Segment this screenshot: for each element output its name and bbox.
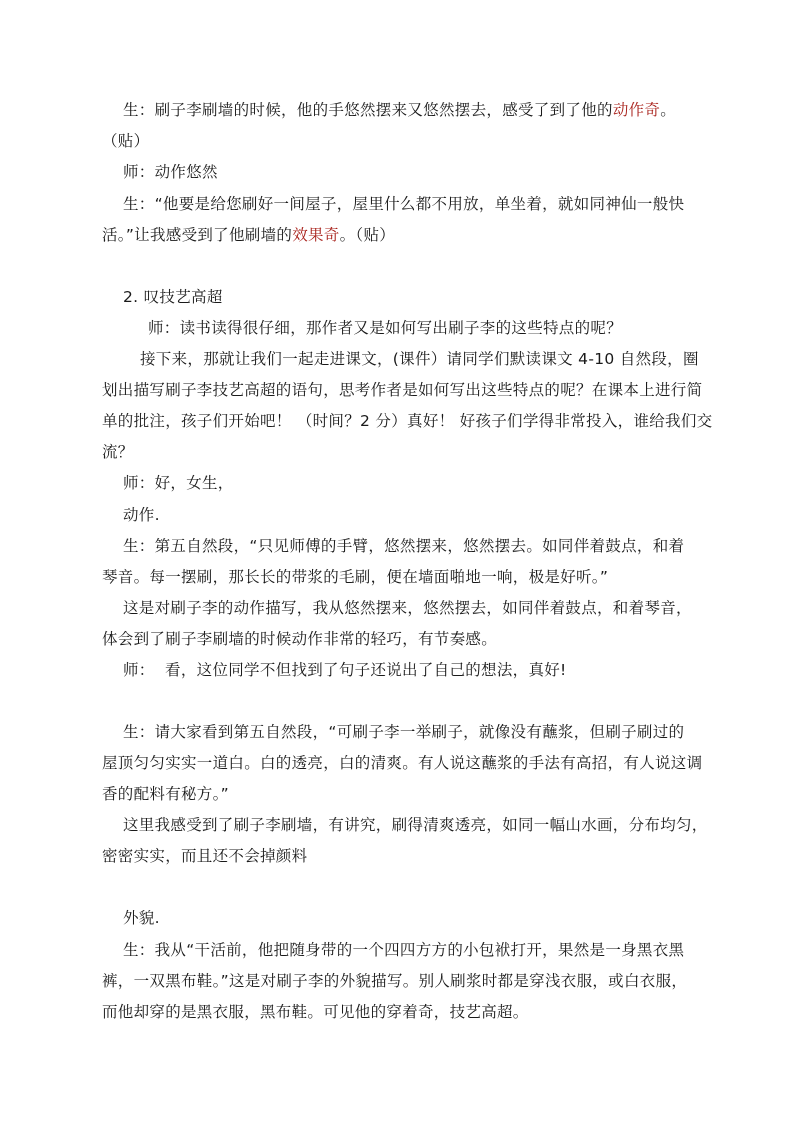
text-segment: 香的配料有秘方。” (102, 785, 229, 803)
text-segment: 生：“他要是给您刷好一间屋子，屋里什么都不用放，单坐着，就如同神仙一般快 (123, 195, 685, 213)
text-segment: 外貌. (123, 909, 160, 927)
text-line (102, 628, 497, 650)
text-segment: （贴） (102, 132, 150, 150)
text-line (123, 939, 684, 961)
text-segment: 师：读书读得很仔细，那作者又是如何写出刷子李的这些特点的呢？ (148, 319, 623, 337)
text-segment: 。（贴） (339, 226, 396, 244)
text-segment: 师：好，女生， (123, 474, 234, 492)
text-line (102, 566, 608, 588)
text-segment: 。 (660, 101, 677, 119)
text-line (123, 721, 684, 743)
text-segment: 2. 叹技艺高超 (123, 288, 223, 306)
text-line (123, 504, 160, 526)
text-segment: 生：我从“干活前，他把随身带的一个四四方方的小包袱打开，果然是一身黑衣黑 (123, 941, 685, 959)
text-line (123, 535, 684, 557)
text-line (102, 441, 134, 463)
text-line (102, 410, 712, 432)
text-line (102, 130, 149, 152)
text-line (123, 161, 218, 183)
text-segment: 动作. (123, 506, 160, 524)
text-line (102, 970, 687, 992)
text-line (123, 659, 567, 681)
text-segment: 流？ (102, 443, 134, 461)
text-line (102, 379, 702, 401)
text-line (123, 472, 234, 494)
text-line (123, 907, 160, 929)
text-line (102, 1001, 529, 1023)
text-segment: 裤，一双黑布鞋。”这是对刷子李的外貌描写。别人刷浆时都是穿浅衣服，或白衣服， (102, 972, 688, 990)
text-line (102, 845, 307, 867)
text-line (140, 348, 699, 370)
text-line (123, 814, 708, 836)
text-segment: 这是对刷子李的动作描写，我从悠然摆来，悠然摆去，如同伴着鼓点，和着琴音， (123, 599, 692, 617)
text-segment: 单的批注，孩子们开始吧！ （时间？2 分）真好！ 好孩子们学得非常投入，谁给我们交 (102, 412, 713, 430)
text-line (102, 783, 229, 805)
highlighted-phrase: 动作奇 (612, 101, 661, 119)
text-segment: 活。”让我感受到了他刷墙的 (102, 226, 293, 244)
text-line (123, 597, 692, 619)
text-segment: 琴音。每一摆刷，那长长的带浆的毛刷，便在墙面啪地一响，极是好听。” (102, 568, 609, 586)
text-segment: 划出描写刷子李技艺高超的语句，思考作者是如何写出这些特点的呢？在课本上进行简 (102, 381, 703, 399)
text-segment: 这里我感受到了刷子李刷墙，有讲究，刷得清爽透亮，如同一幅山水画，分布均匀， (123, 816, 708, 834)
text-line (148, 317, 622, 339)
text-segment: 密密实实，而且还不会掉颜料 (102, 847, 308, 865)
text-segment: 屋顶匀匀实实一道白。白的透亮，白的清爽。有人说这蘸浆的手法有高招，有人说这调 (102, 754, 703, 772)
text-segment: 生：第五自然段，“只见师傅的手臂，悠然摆来，悠然摆去。如同伴着鼓点，和着 (123, 537, 685, 555)
text-line (123, 99, 676, 121)
text-segment: 体会到了刷子李刷墙的时候动作非常的轻巧，有节奏感。 (102, 630, 498, 648)
text-line (123, 286, 223, 308)
text-segment: 师： 看，这位同学不但找到了句子还说出了自己的想法，真好! (123, 661, 567, 679)
text-segment: 而他却穿的是黑衣服，黑布鞋。可见他的穿着奇，技艺高超。 (102, 1003, 529, 1021)
highlighted-phrase: 效果奇 (292, 226, 340, 244)
text-segment: 生：请大家看到第五自然段，“可刷子李一举刷子，就像没有蘸浆，但刷子刷过的 (123, 723, 685, 741)
text-segment: 师：动作悠然 (123, 163, 218, 181)
text-line (102, 224, 395, 246)
text-segment: 生：刷子李刷墙的时候，他的手悠然摆来又悠然摆去，感受了到了他的 (123, 101, 613, 119)
text-segment: 接下来，那就让我们一起走进课文，(课件）请同学们默读课文 4-10 自然段，圈 (140, 350, 699, 368)
text-line (123, 193, 684, 215)
text-line (102, 752, 702, 774)
